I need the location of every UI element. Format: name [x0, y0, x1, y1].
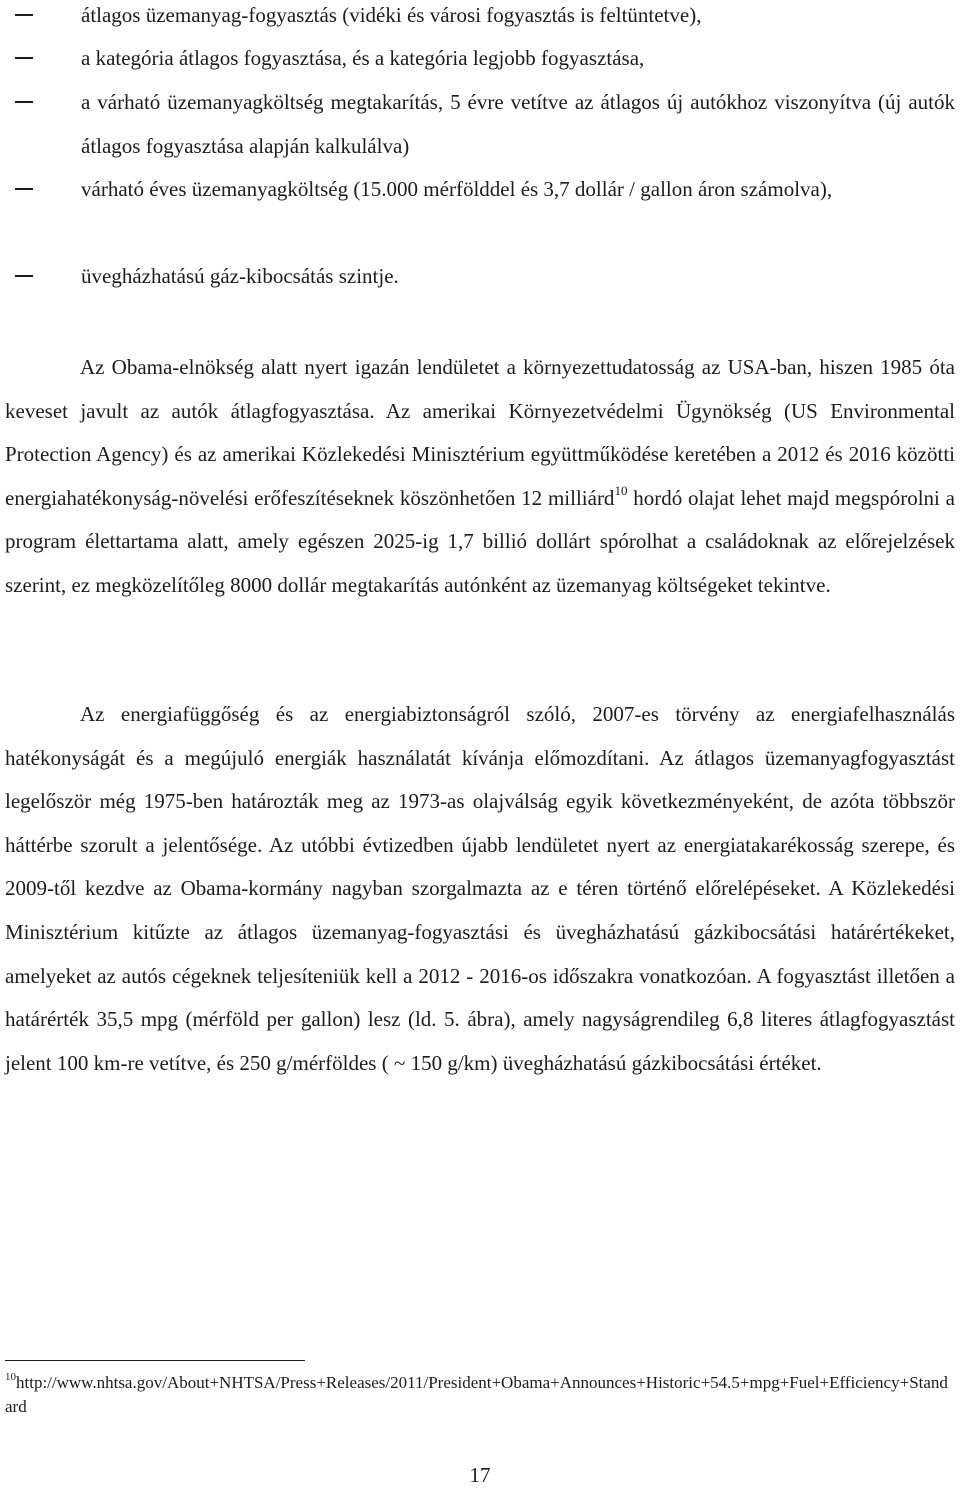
list-item-text: a kategória átlagos fogyasztása, és a kategória legjobb fogyasztása,	[81, 46, 645, 70]
footnote-number: 10	[5, 1371, 16, 1384]
dash-bullet-icon	[15, 14, 33, 16]
paragraph-text: Az energiafüggőség és az energiabiztonságról szóló, 2007-es törvény az energiafelhasználás hatékonyságát és a megújuló energiák használatát kívánja előmozdítani. Az átlagos üzemanyagfogyasztást legelőször még 1975-ben határozták meg az 1973-as olajválság egyik következményeként, de azóta többször háttérbe szorult a jelentősége. Az utóbbi évtizedben újabb lendületet nyert az energiatakarékosság szerepe, és 2009-től kezdve az Obama-kormány nagyban szorgalmazta az e téren történő előrelépéseket. A Közlekedési Minisztérium kitűzte az átlagos üzemanyag-fogyasztási és üvegházhatású gázkibocsátási határértékeket, amelyeket az autós cégeknek teljesíteniük kell a 2012 - 2016-os időszakra vonatkozóan. A fogyasztást illetően a határérték 35,5 mpg (mérföld per gallon) lesz (ld. 5. ábra), amely nagyságrendileg 6,8 literes átlagfogyasztást jelent 100 km-re vetítve, és 250 g/mérföldes ( ~ 150 g/km) üvegházhatású gázkibocsátási értéket.	[5, 702, 955, 1075]
footnote-reference: 10	[614, 482, 628, 498]
footnote-separator	[5, 1360, 305, 1361]
list-item	[5, 167, 955, 211]
list-item-text: átlagos üzemanyag-fogyasztás (vidéki és városi fogyasztás is feltüntetve),	[81, 3, 702, 27]
list-item-text: várható éves üzemanyagköltség (15.000 mérfölddel és 3,7 dollár / gallon áron számolva),	[81, 177, 833, 201]
list-item	[5, 254, 955, 298]
list-item	[5, 80, 955, 168]
body-paragraph	[5, 346, 955, 608]
dash-bullet-icon	[15, 101, 33, 103]
dash-bullet-icon	[15, 57, 33, 59]
dash-bullet-icon	[15, 188, 33, 190]
list-item	[5, 0, 955, 37]
paragraph-text: Az Obama-elnökség alatt nyert igazán lendületet a környezettudatosság az USA-ban, hiszen 1985 óta keveset javult az autók átlagfogyasztása. Az amerikai Környezetvédelmi Ügynökség (US Environmental Protection Agency) és az amerikai Közlekedési Minisztérium együttműködése keretében a 2012 és 2016 közötti energiahatékonyság-növelési erőfeszítéseknek köszönhetően 12 milliárd	[5, 355, 955, 510]
footnote-link[interactable]: http://www.nhtsa.gov/About+NHTSA/Press+Releases/2011/President+Obama+Announces+Historic+54.5+mpg+Fuel+Efficiency+Standard	[5, 1373, 948, 1416]
list-item	[5, 36, 955, 80]
body-paragraph	[5, 693, 955, 1085]
list-item-text: üvegházhatású gáz-kibocsátás szintje.	[81, 264, 399, 288]
dash-bullet-icon	[15, 275, 33, 277]
list-item-text: a várható üzemanyagköltség megtakarítás, 5 évre vetítve az átlagos új autókhoz viszonyítva (új autók átlagos fogyasztása alapján kalkulálva)	[81, 90, 955, 158]
page-number: 17	[469, 1463, 491, 1487]
paragraph-text: hordó olajat lehet majd megspórolni a program élettartama alatt, amely egészen 2025-ig 1,7 billió dollárt spórolhat a családoknak az előrejelzések szerint, ez megközelítőleg 8000 dollár megtakarítás autónként az üzemanyag költségeket tekintve.	[5, 485, 955, 597]
footnote	[5, 1371, 955, 1419]
